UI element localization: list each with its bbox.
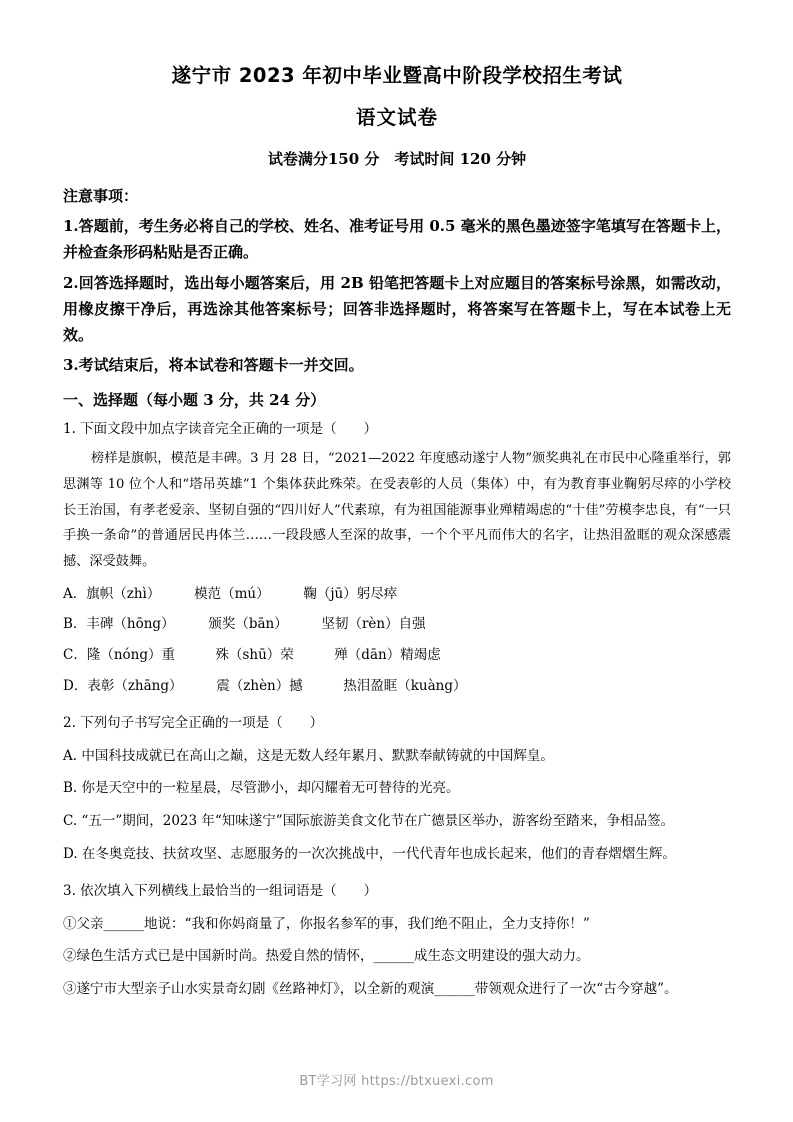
question-2-option-d: D. 在冬奥竞技、扶贫攻坚、志愿服务的一次次挑战中，一代代青年也成长起来，他们的青春熠熠生辉。 (63, 845, 676, 862)
question-2-option-b: B. 你是天空中的一粒星晨，尽管渺小，却闪耀着无可替待的光亮。 (63, 780, 460, 797)
question-1-option-b: B．丰碑（hōng） 颁奖（bān） 坚韧（rèn）自强 (63, 616, 426, 633)
question-1-passage: 榜样是旗帜，模范是丰碑。3 月 28 日，“2021—2022 年度感动遂宁人物”颁奖典礼在市民中心隆重举行，郭思渊等 10 位个人和“塔吊英雄”1 个集体获此殊荣。在受表彰的人员（集体）中，有为教育事业鞠躬尽瘁的小学校长王治国，有孝老爱亲、坚韧自强的“四川好人”代素琼，有为祖国能源事业殚精竭虑的“十佳”劳模李忠良，有“一只手换一条命”的普通居民冉体兰……一段段感人至深的故事，一个个平凡而伟大的名字，让热泪盈眶的观众深感震撼、深受鼓舞。 (63, 451, 731, 570)
notice-heading: 注意事项： (63, 187, 139, 205)
question-2-option-c: C. “五一”期间，2023 年“知味遂宁”国际旅游美食文化节在广德景区举办，游客纷至踏来，争相品签。 (63, 812, 675, 829)
question-2-option-a: A. 中国科技成就已在高山之巅，这是无数人经年累月、默默奉献铸就的中国辉皇。 (63, 747, 554, 764)
question-1-option-c: C．隆（nóng）重 殊（shū）荣 殚（dān）精竭虑 (63, 646, 441, 663)
question-3-item-2: ②绿色生活方式已是中国新时尚。热爱自然的情怀，______成生态文明建设的强大动力。 (63, 948, 590, 965)
question-3-item-1: ①父亲______地说：“我和你妈商量了，你报名参军的事，我们绝不阻止，全力支持你！” (63, 915, 590, 932)
question-3-item-3: ③遂宁市大型亲子山水实景奇幻剧《丝路神灯》，以全新的观演______带领观众进行了一次“古今穿越”。 (63, 980, 678, 997)
page-title: 遂宁市 2023 年初中毕业暨高中阶段学校招生考试 (171, 64, 623, 87)
question-1-option-d: D．表彰（zhāng） 震（zhèn）撼 热泪盈眶（kuàng） (63, 677, 467, 694)
subject-title: 语文试卷 (355, 106, 438, 129)
section-heading-1: 一、选择题（每小题 3 分，共 24 分） (63, 390, 326, 409)
notice-item-2: 2.回答选择题时，选出每小题答案后，用 2B 铅笔把答题卡上对应题目的答案标号涂黑，如需改动，用橡皮擦干净后，再选涂其他答案标号；回答非选择题时，将答案写在答题卡上，写在本试卷上无效。 (63, 273, 731, 344)
question-1-stem: 1. 下面文段中加点字读音完全正确的一项是（ ） (63, 420, 378, 437)
question-3-stem: 3. 依次填入下列横线上最恰当的一组词语是（ ） (63, 883, 378, 900)
notice-item-1: 1.答题前，考生务必将自己的学校、姓名、准考证号用 0.5 毫米的黑色墨迹签字笔填写在答题卡上，并检查条形码粘贴是否正确。 (63, 217, 731, 262)
site-watermark: BT学习网 https://btxuexi.com (299, 1074, 494, 1089)
question-1-option-a: A．旗帜（zhì） 模范（mú） 鞠（jū）躬尽瘁 (63, 585, 398, 602)
exam-info: 试卷满分150 分 考试时间 120 分钟 (267, 150, 527, 168)
question-2-stem: 2. 下列句子书写完全正确的一项是（ ） (63, 715, 324, 732)
notice-item-3: 3.考试结束后，将本试卷和答题卡一并交回。 (63, 356, 364, 375)
page-content (63, 60, 731, 1000)
